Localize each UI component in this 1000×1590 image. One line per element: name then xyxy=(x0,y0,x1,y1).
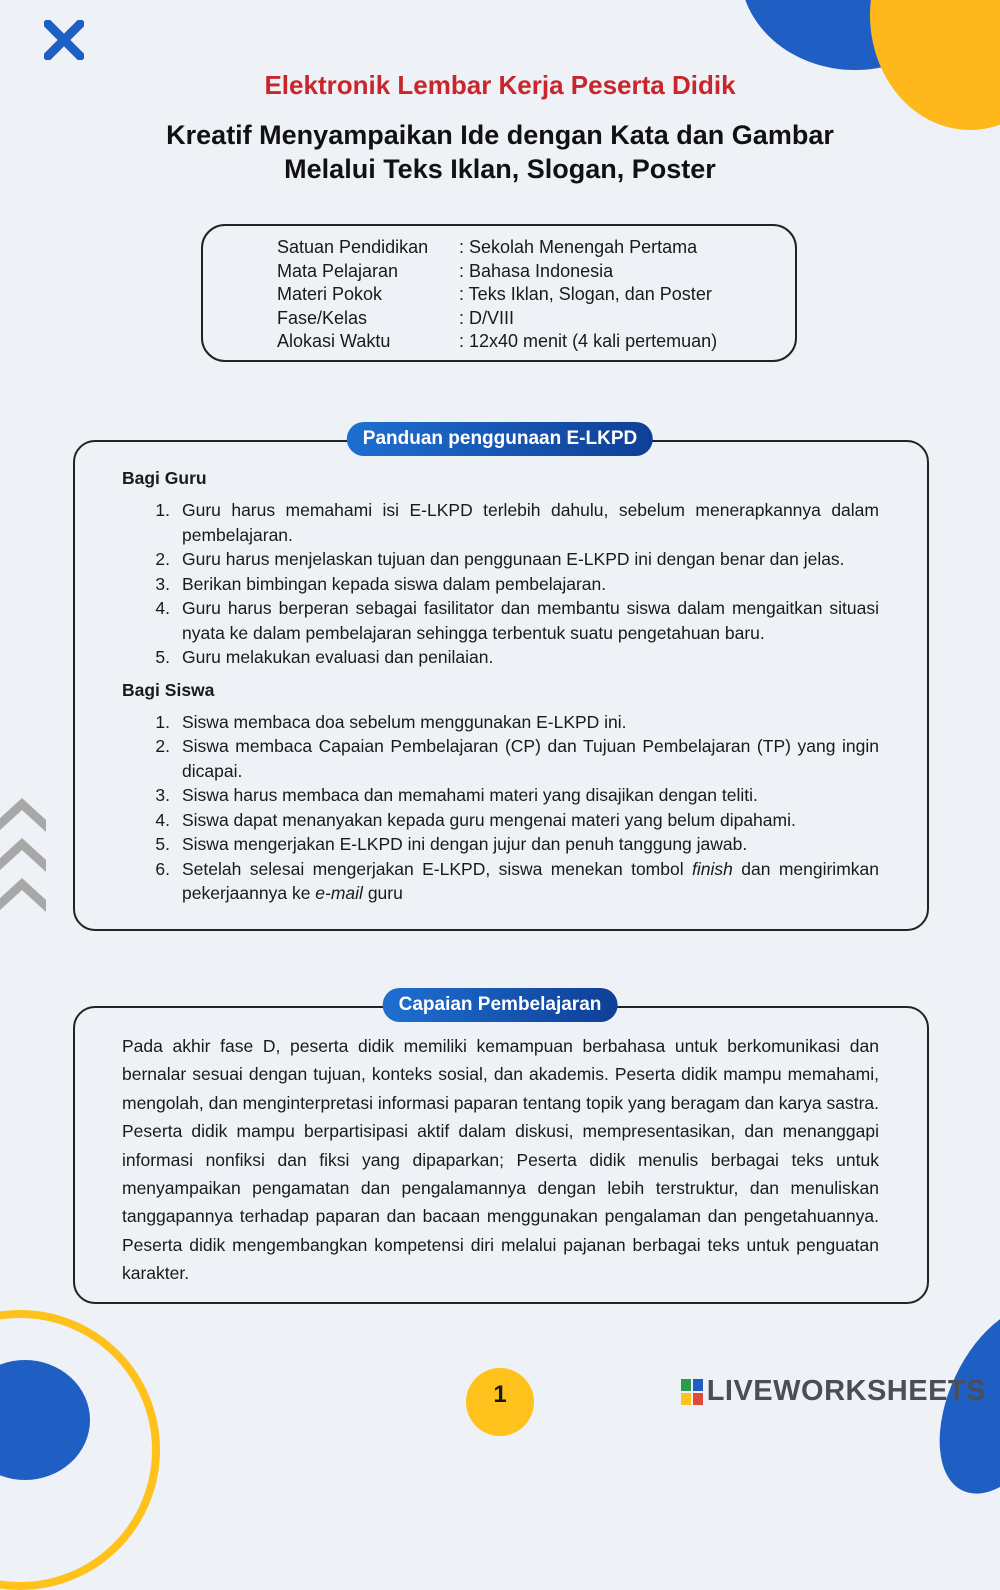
list-item: 5. Guru melakukan evaluasi dan penilaian. xyxy=(155,647,494,667)
guru-heading: Bagi Guru xyxy=(122,468,207,488)
siswa-list xyxy=(122,710,879,906)
panduan-title-pill: Panduan penggunaan E-LKPD xyxy=(347,422,653,456)
info-value: : Bahasa Indonesia xyxy=(459,260,614,281)
title-line-2: Melalui Teks Iklan, Slogan, Poster xyxy=(284,154,716,184)
info-row xyxy=(277,330,717,354)
guru-list xyxy=(122,498,879,670)
capaian-panel xyxy=(73,1006,929,1304)
close-x-icon xyxy=(44,20,84,60)
title-line-1: Kreatif Menyampaikan Ide dengan Kata dan Gambar xyxy=(166,120,834,150)
document-subtitle: Elektronik Lembar Kerja Peserta Didik xyxy=(264,70,736,100)
panduan-panel xyxy=(73,440,929,931)
info-row xyxy=(277,307,717,331)
list-item: 6. Setelah selesai mengerjakan E-LKPD, siswa menekan tombol finish dan mengirimkan pekerjaannya ke e-mail guru xyxy=(155,858,879,903)
capaian-title-pill: Capaian Pembelajaran xyxy=(383,988,618,1022)
liveworksheets-logo-icon xyxy=(681,1379,703,1405)
liveworksheets-brand xyxy=(681,1375,986,1408)
info-value: : D/VIII xyxy=(459,307,515,328)
brand-name: LIVEWORKSHEETS xyxy=(706,1375,986,1407)
capaian-text: Pada akhir fase D, peserta didik memiliki kemampuan berbahasa untuk berkomunikasi dan bernalar sesuai dengan tujuan, konteks sosial, dan akademis. Peserta didik mampu memahami, mengolah, dan menginterpretasi informasi paparan tentang topik yang beragam dan karya sastra. Peserta didik mampu berpartisipasi aktif dalam diskusi, mempresentasikan, dan menanggapi informasi nonfiksi dan fiksi yang dipaparkan; Peserta didik menulis berbagai teks untuk menyampaikan pengamatan dan pengalamannya dengan lebih terstruktur, dan menuliskan tanggapannya terhadap paparan dan bacaan menggunakan pengalaman dan pengetahuannya. Peserta didik mengembangkan kompetensi diri melalui pajanan berbagai teks untuk penguatan karakter. xyxy=(122,1036,879,1284)
info-row xyxy=(277,283,717,307)
siswa-heading: Bagi Siswa xyxy=(122,679,215,700)
list-item: 1. Siswa membaca doa sebelum menggunakan E-LKPD ini. xyxy=(155,711,627,732)
list-item: 5. Siswa mengerjakan E-LKPD ini dengan jujur dan penuh tanggung jawab. xyxy=(155,834,748,854)
info-label: Mata Pelajaran xyxy=(277,260,399,281)
list-item: 2. Guru harus menjelaskan tujuan dan penggunaan E-LKPD ini dengan benar dan jelas. xyxy=(155,549,845,569)
list-item: 3. Berikan bimbingan kepada siswa dalam pembelajaran. xyxy=(155,573,607,594)
corner-yellow-shape xyxy=(870,0,1000,130)
info-value: : Sekolah Menengah Pertama xyxy=(459,237,698,257)
info-label: Fase/Kelas xyxy=(277,307,368,328)
page-number: 1 xyxy=(466,1368,534,1436)
info-value: : Teks Iklan, Slogan, dan Poster xyxy=(459,284,712,304)
info-value: : 12x40 menit (4 kali pertemuan) xyxy=(459,331,718,351)
list-item: 3. Siswa harus membaca dan memahami materi yang disajikan dengan teliti. xyxy=(155,785,758,805)
info-label: Satuan Pendidikan xyxy=(277,237,429,257)
info-box xyxy=(201,224,797,362)
list-item: 4. Guru harus berperan sebagai fasilitator dan membantu siswa dalam mengaitkan situasi nyata ke dalam pembelajaran sehingga terbentuk suatu pengetahuan baru. xyxy=(155,598,879,643)
info-table xyxy=(277,236,717,354)
chevron-up-icons xyxy=(0,790,50,915)
info-label: Alokasi Waktu xyxy=(277,331,391,351)
info-row xyxy=(277,260,717,284)
info-label: Materi Pokok xyxy=(277,284,383,304)
list-item: 4. Siswa dapat menanyakan kepada guru mengenai materi yang belum dipahami. xyxy=(155,809,796,830)
document-title xyxy=(0,118,1000,186)
panduan-body xyxy=(122,466,879,914)
list-item: 1. Guru harus memahami isi E-LKPD terlebih dahulu, sebelum menerapkannya dalam pembelajaran. xyxy=(155,500,879,545)
list-item: 2. Siswa membaca Capaian Pembelajaran (CP) dan Tujuan Pembelajaran (TP) yang ingin dicapai. xyxy=(155,736,879,781)
info-row xyxy=(277,236,717,260)
